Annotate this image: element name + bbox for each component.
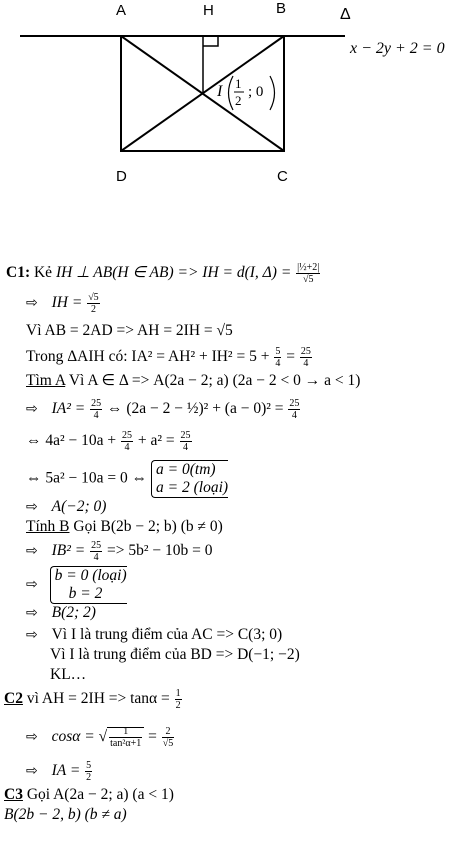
l12-system — [50, 566, 127, 604]
l6-num: 25 — [91, 398, 102, 409]
l6-rest: ⇔ (2a − 2 − ½)² + (a − 0)² = — [106, 400, 284, 418]
line-8 — [26, 460, 228, 498]
l5-label: Tìm A — [26, 372, 66, 389]
l4-f2-den: 4 — [303, 358, 309, 369]
l11-math: IB² = — [51, 542, 86, 560]
line-14 — [26, 626, 282, 645]
c3-text: Gọi A(2a − 2; a) (a < 1) — [26, 786, 174, 803]
label-i-rest: ; 0 — [248, 84, 264, 100]
line-7 — [26, 430, 193, 453]
l9: A(−2; 0) — [51, 498, 107, 515]
point-i-paren-left — [229, 76, 234, 110]
implies-icon: ⇨ — [26, 606, 38, 621]
implies-icon: ⇨ — [26, 544, 38, 560]
l8-text: ⇔ 5a² − 10a = 0 ⇔ — [26, 469, 148, 487]
line-21: B(2b − 2, b) (b ≠ a) — [4, 806, 127, 823]
c2-num: 1 — [175, 688, 181, 699]
l7-den: 4 — [124, 442, 130, 453]
line-9 — [26, 498, 106, 517]
l10-label: Tính B — [26, 518, 70, 535]
line-3: Vì AB = 2AD => AH = 2IH = √5 — [26, 322, 233, 339]
l19-num: 5 — [86, 760, 92, 771]
label-delta: Δ — [340, 6, 351, 23]
implies-icon: ⇨ — [26, 500, 38, 515]
l19-den: 2 — [86, 772, 92, 783]
l6-num2: 25 — [289, 398, 300, 409]
l6-math: IA² = — [51, 400, 86, 418]
l13: B(2; 2) — [51, 604, 96, 621]
l18-inner-num: 1 — [109, 726, 142, 738]
c1-label: C1: — [6, 264, 31, 282]
c1-frac-den: √5 — [302, 274, 314, 285]
l11-num: 25 — [91, 540, 102, 551]
l8-sys2: a = 2 (loại) — [156, 479, 229, 496]
sqrt-icon: √ — [98, 728, 108, 746]
line-6 — [26, 398, 301, 421]
c2-den: 2 — [175, 700, 181, 711]
implies-icon: ⇨ — [26, 402, 38, 418]
line-16: KL… — [50, 666, 87, 683]
label-h: H — [203, 2, 214, 19]
label-i-den: 2 — [235, 93, 242, 108]
l5-text: Vì A ∈ Δ => A(2a − 2; a) (2a − 2 < 0 → a < 1) — [68, 372, 361, 389]
geometry-figure — [0, 0, 466, 200]
l8-system — [151, 460, 228, 498]
l4-text: Trong ΔAIH có: IA² = AH² + IH² = 5 + — [26, 348, 270, 366]
line-4 — [26, 346, 313, 369]
line-12 — [26, 566, 127, 604]
line-11 — [26, 540, 212, 563]
c1-text: Kẻ — [33, 264, 53, 282]
c3-label: C3 — [4, 786, 23, 803]
l11-rest: => 5b² − 10b = 0 — [106, 542, 213, 560]
l18-math: cosα = — [51, 728, 95, 746]
line-5 — [26, 372, 360, 390]
l4-f2-num: 25 — [300, 346, 311, 357]
label-d: D — [116, 168, 127, 185]
line-17 — [4, 688, 183, 711]
l2-math: IH = — [51, 294, 83, 312]
implies-icon: ⇨ — [26, 730, 38, 746]
c1-math: IH ⊥ AB(H ∈ AB) => IH = d(I, Δ) = — [55, 264, 292, 282]
l18-inner-den: tan²α+1 — [110, 738, 142, 749]
l12-sys1: b = 0 (loại) — [54, 567, 127, 584]
l2-den: 2 — [90, 304, 96, 315]
implies-icon: ⇨ — [26, 764, 38, 780]
l2-num: √5 — [88, 292, 99, 303]
l10-text: Gọi B(2b − 2; b) (b ≠ 0) — [73, 518, 223, 535]
c1-line — [6, 262, 321, 285]
right-angle-mark — [203, 36, 218, 46]
implies-icon: ⇨ — [26, 577, 38, 593]
line-18 — [26, 726, 175, 749]
line-19 — [26, 760, 93, 783]
c2-text: vì AH = 2IH => tanα = — [26, 690, 170, 708]
l19-math: IA = — [51, 762, 81, 780]
l4-eq: = — [286, 348, 295, 366]
c2-label: C2 — [4, 690, 23, 708]
l8-sys1: a = 0(tm) — [156, 461, 216, 478]
line-20 — [4, 786, 174, 804]
line-15: Vì I là trung điểm của BD => D(−1; −2) — [50, 646, 300, 663]
l18-den: √5 — [162, 738, 174, 749]
label-a: A — [116, 2, 127, 19]
l6-den2: 4 — [291, 410, 297, 421]
l12-sys2: b = 2 — [68, 585, 103, 602]
c1-frac-num: |½+2| — [297, 262, 320, 273]
l18-num: 2 — [162, 726, 175, 738]
point-i-paren-right — [270, 76, 275, 110]
l7-num: 25 — [122, 430, 133, 441]
l11-den: 4 — [93, 552, 99, 563]
l4-f1-num: 5 — [275, 346, 281, 357]
l4-f1-den: 4 — [275, 358, 281, 369]
l6-den: 4 — [93, 410, 99, 421]
label-b: B — [276, 0, 287, 17]
l7-den2: 4 — [183, 442, 189, 453]
implies-icon: ⇨ — [26, 628, 38, 643]
label-i: I — [217, 83, 223, 100]
l18-eq: = — [148, 728, 157, 746]
l14: Vì I là trung điểm của AC => C(3; 0) — [51, 626, 283, 643]
l7-text: ⇔ 4a² − 10a + — [26, 432, 117, 450]
line-13 — [26, 604, 96, 623]
l7-rest: + a² = — [137, 432, 175, 450]
label-c: C — [277, 168, 288, 185]
implies-icon: ⇨ — [26, 296, 38, 312]
equation-label: x − 2y + 2 = 0 — [350, 40, 445, 57]
l7-num2: 25 — [180, 430, 191, 441]
label-i-num: 1 — [235, 76, 242, 91]
line-10 — [26, 518, 223, 536]
line-2 — [26, 292, 101, 315]
